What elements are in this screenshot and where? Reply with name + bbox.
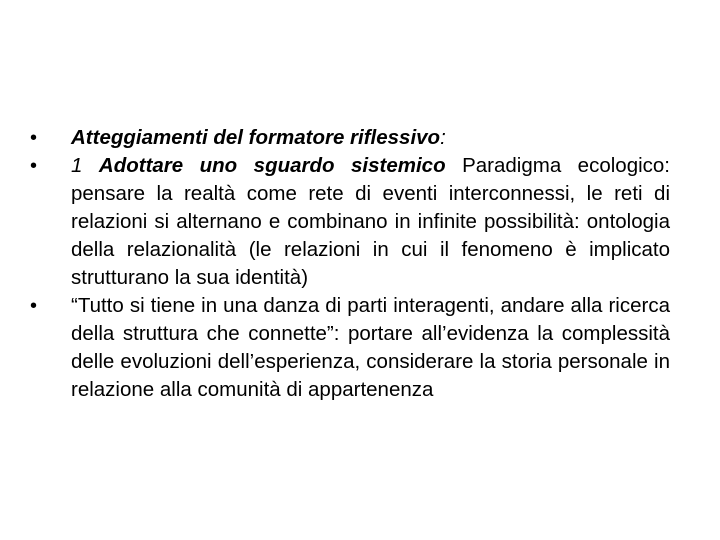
bullet-quote-text: “Tutto si tiene in una danza di parti interagenti, andare alla ricerca della struttura che connette”: portare all’evidenza la complessità delle evoluzioni dell’esperienza, considerare la storia personale in relazione alla comunità di appartenenza [71,294,670,401]
bullet-list [30,124,670,404]
bullet-body-text: Paradigma ecologico: pensare la realtà come rete di eventi interconnessi, le reti di relazioni si alternano e combinano in infinite possibilità: ontologia della relazionalità (le relazioni in cui il fenomeno è implicato strutturano la sua identità) [71,154,670,289]
bullet-item-quote [30,292,670,404]
bullet-item-systemic-view [30,152,670,292]
bullet-heading-colon: : [440,126,446,149]
bullet-subheading: Adottare uno sguardo sistemico [98,154,446,177]
bullet-number: 1 [71,154,83,177]
bullet-item-attitudes [30,124,670,152]
bullet-heading: Atteggiamenti del formatore riflessivo [71,126,441,149]
